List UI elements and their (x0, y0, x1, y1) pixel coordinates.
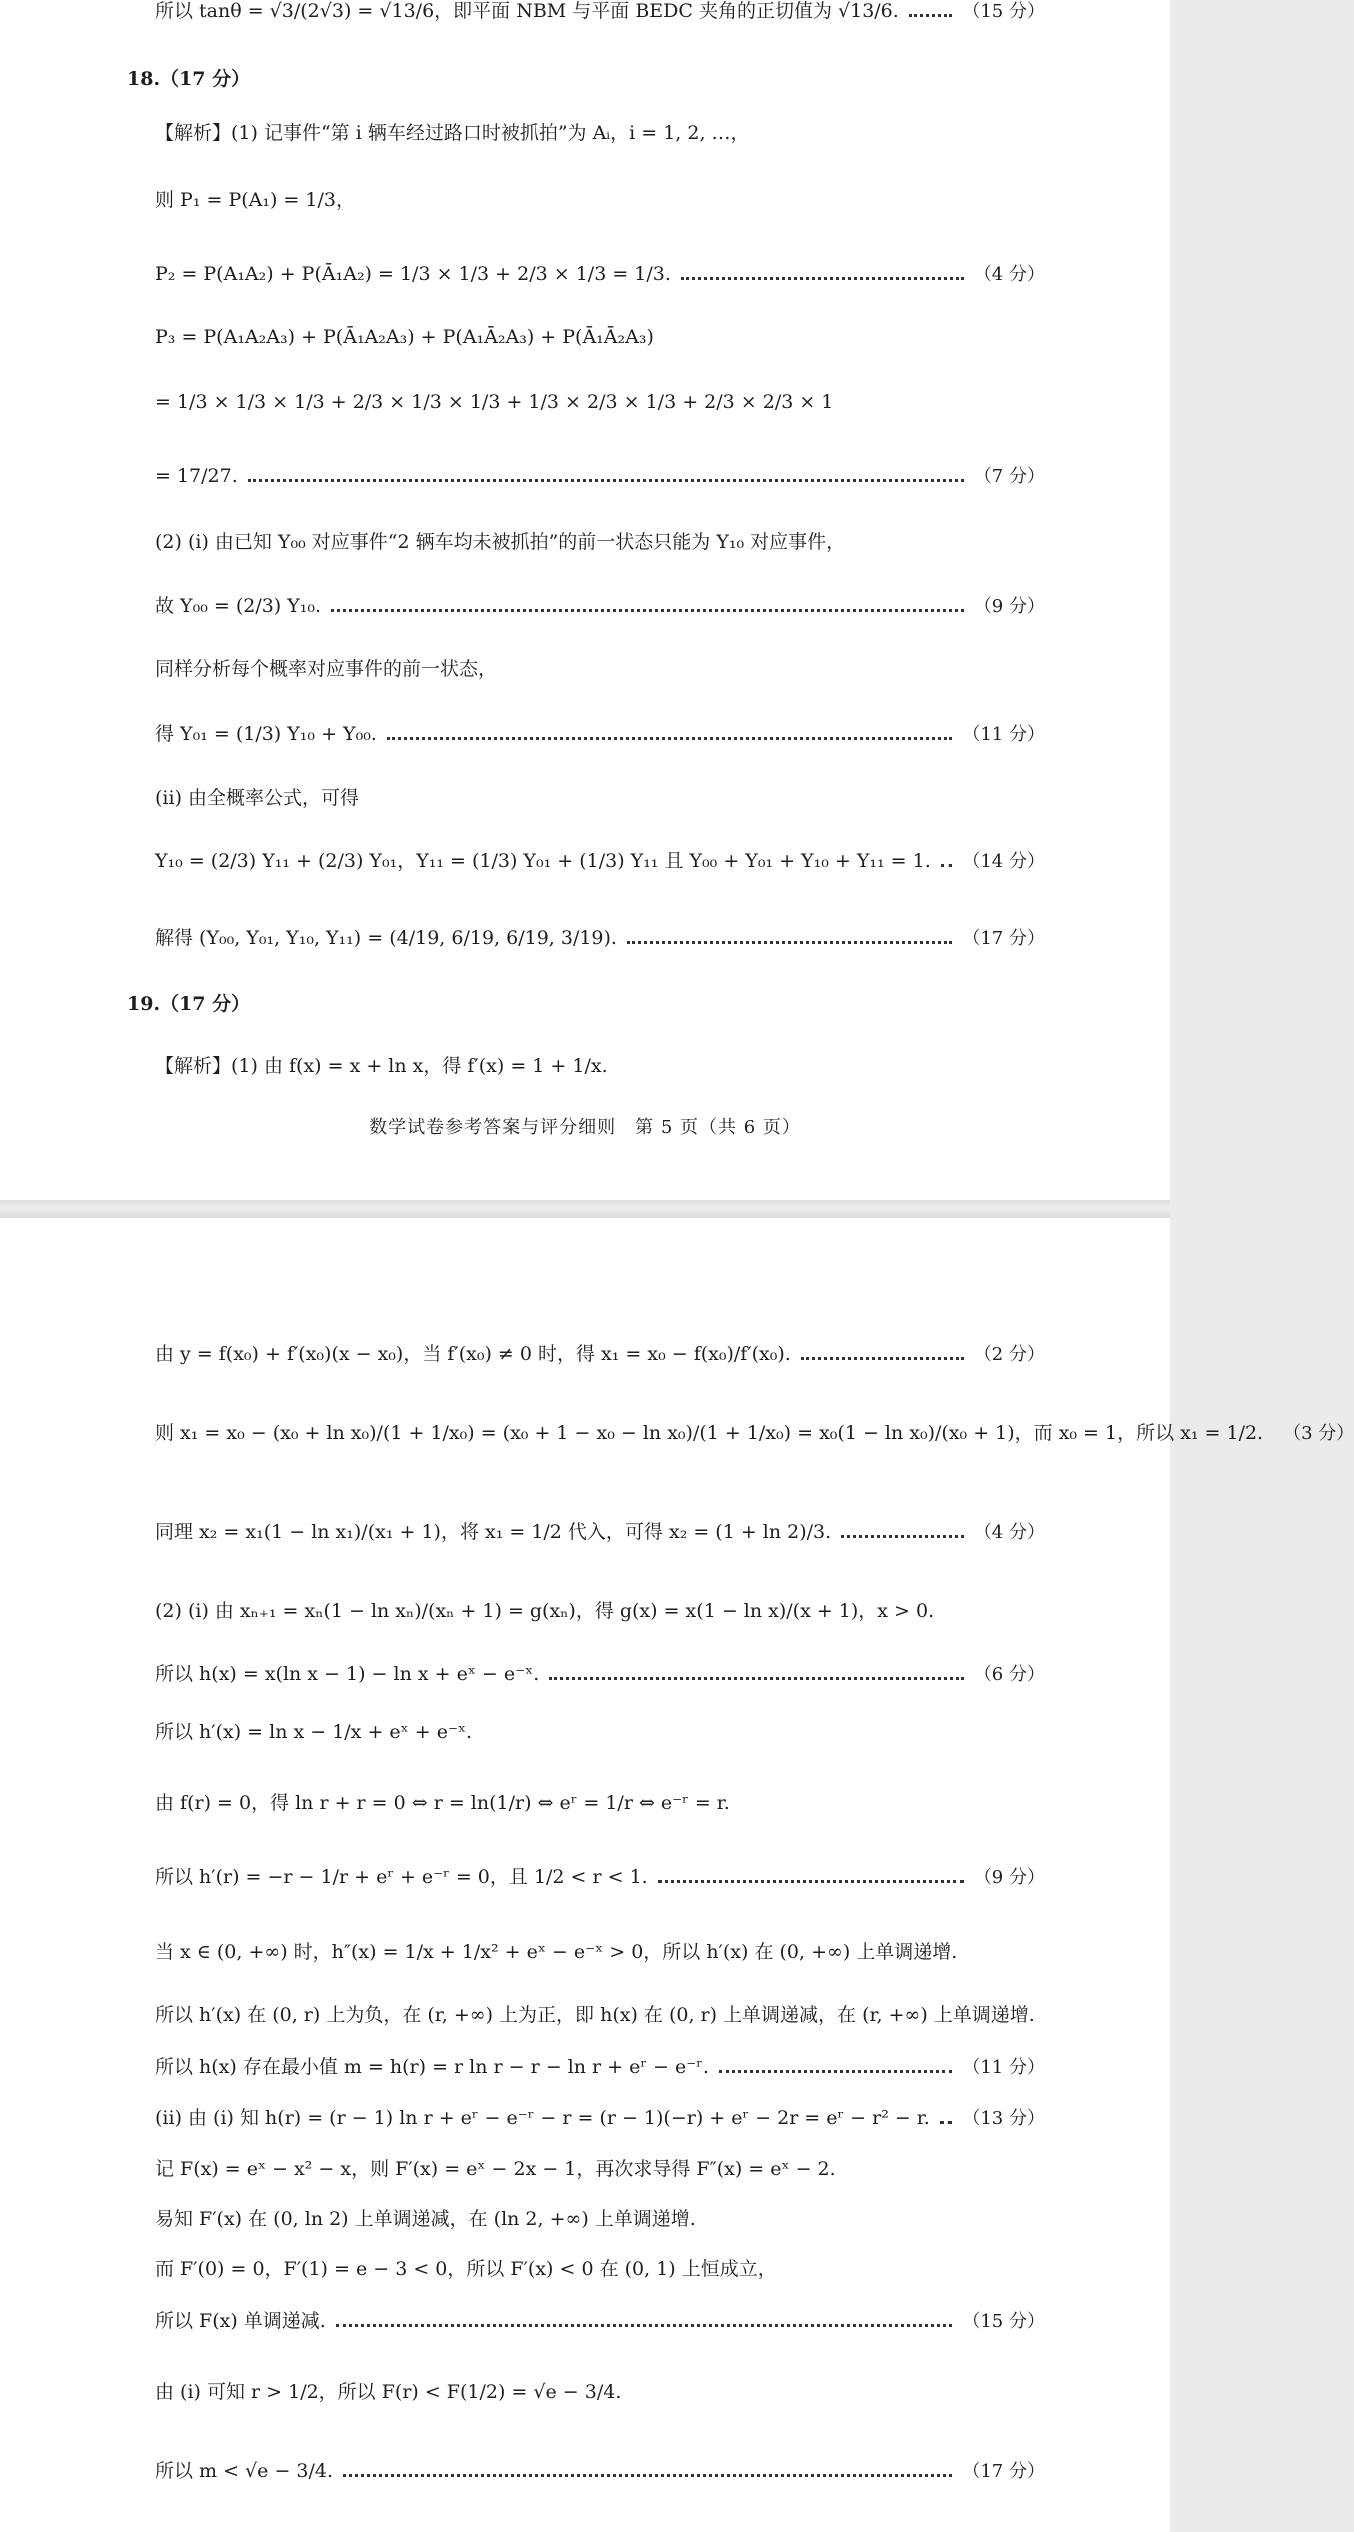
solution-line: 由 y = f(x₀) + f′(x₀)(x − x₀)，当 f′(x₀) ≠ 0 时，得 x₁ = x₀ − f(x₀)/f′(x₀). （2 分） (155, 1343, 1045, 1365)
dot-leader (331, 609, 964, 612)
solution-line: = 1/3 × 1/3 × 1/3 + 2/3 × 1/3 × 1/3 + 1/3 × 2/3 × 1/3 + 2/3 × 2/3 × 1 (155, 391, 834, 413)
solution-line: 【解析】(1) 记事件“第 i 辆车经过路口时被抓拍”为 Aᵢ，i = 1, 2, …， (155, 122, 750, 144)
dot-leader (940, 2121, 953, 2124)
dot-leader (336, 2324, 953, 2327)
page-gap (0, 1200, 1170, 1218)
dot-leader (841, 1535, 964, 1538)
solution-line: 易知 F′(x) 在 (0, ln 2) 上单调递减，在 (ln 2, +∞) 上单调递增. (155, 2208, 696, 2230)
dot-leader (549, 1677, 964, 1680)
solution-line: 记 F(x) = eˣ − x² − x，则 F′(x) = eˣ − 2x − 1，再次求导得 F″(x) = eˣ − 2. (155, 2158, 836, 2180)
solution-line: = 17/27. （7 分） (155, 465, 1045, 487)
dot-leader (719, 2070, 952, 2073)
solution-line: 则 x₁ = x₀ − (x₀ + ln x₀)/(1 + 1/x₀) = (x₀ + 1 − x₀ − ln x₀)/(1 + 1/x₀) = x₀(1 − ln x₀)/(x₀ + 1)，而 x₀ = 1，所以 x₁ = 1/2. （3 分） (155, 1422, 1354, 1444)
dot-leader (941, 864, 953, 867)
solution-line: P₂ = P(A₁A₂) + P(Ā₁A₂) = 1/3 × 1/3 + 2/3 × 1/3 = 1/3. （4 分） (155, 263, 1045, 285)
solution-line: 所以 F(x) 单调递减. （15 分） (155, 2310, 1045, 2332)
solution-line: 所以 tanθ = √3/(2√3) = √13/6，即平面 NBM 与平面 BEDC 夹角的正切值为 √13/6. （15 分） (155, 0, 1045, 22)
solution-line: 解得 (Y₀₀, Y₀₁, Y₁₀, Y₁₁) = (4/19, 6/19, 6/19, 3/19). （17 分） (155, 927, 1045, 949)
question-heading: 18.（17 分） (127, 68, 251, 90)
solution-line: 当 x ∈ (0, +∞) 时，h″(x) = 1/x + 1/x² + eˣ − e⁻ˣ > 0，所以 h′(x) 在 (0, +∞) 上单调递增. (155, 1941, 958, 1963)
question-heading: 19.（17 分） (127, 993, 251, 1015)
answer-page-6 (0, 1218, 1354, 2532)
dot-leader (658, 1880, 964, 1883)
solution-line: 所以 h′(r) = −r − 1/r + eʳ + e⁻ʳ = 0，且 1/2 < r < 1. （9 分） (155, 1866, 1045, 1888)
solution-line: (ii) 由全概率公式，可得 (155, 787, 360, 809)
solution-line: 得 Y₀₁ = (1/3) Y₁₀ + Y₀₀. （11 分） (155, 723, 1045, 745)
solution-line: 所以 h′(x) = ln x − 1/x + eˣ + e⁻ˣ. (155, 1721, 473, 1743)
dot-leader (909, 14, 953, 17)
solution-line: P₃ = P(A₁A₂A₃) + P(Ā₁A₂A₃) + P(A₁Ā₂A₃) + P(Ā₁Ā₂A₃) (155, 326, 654, 348)
solution-line: 所以 m < √e − 3/4. （17 分） (155, 2460, 1045, 2482)
solution-line: (2) (i) 由 xₙ₊₁ = xₙ(1 − ln xₙ)/(xₙ + 1) = g(xₙ)，得 g(x) = x(1 − ln x)/(x + 1)，x > 0. (155, 1600, 935, 1622)
dot-leader (801, 1357, 964, 1360)
solution-line: 由 (i) 可知 r > 1/2，所以 F(r) < F(1/2) = √e − 3/4. (155, 2381, 622, 2403)
solution-line: 所以 h(x) = x(ln x − 1) − ln x + eˣ − e⁻ˣ. （6 分） (155, 1663, 1045, 1685)
dot-leader (387, 737, 953, 740)
dot-leader (681, 277, 964, 280)
solution-line: 【解析】(1) 由 f(x) = x + ln x，得 f′(x) = 1 + 1/x. (155, 1055, 608, 1077)
solution-line: (ii) 由 (i) 知 h(r) = (r − 1) ln r + eʳ − e⁻ʳ − r = (r − 1)(−r) + eʳ − 2r = eʳ − r² − r. （13 分） (155, 2107, 1045, 2129)
solution-line: 故 Y₀₀ = (2/3) Y₁₀. （9 分） (155, 595, 1045, 617)
solution-line: 则 P₁ = P(A₁) = 1/3， (155, 189, 355, 211)
dot-leader (627, 941, 952, 944)
answer-page-5 (0, 0, 1170, 1200)
dot-leader (343, 2474, 952, 2477)
solution-line: 所以 h′(x) 在 (0, r) 上为负，在 (r, +∞) 上为正，即 h(x) 在 (0, r) 上单调递减，在 (r, +∞) 上单调递增. (155, 2004, 1035, 2026)
solution-line: 所以 h(x) 存在最小值 m = h(r) = r ln r − r − ln r + eʳ − e⁻ʳ. （11 分） (155, 2056, 1045, 2078)
solution-line: 同理 x₂ = x₁(1 − ln x₁)/(x₁ + 1)，将 x₁ = 1/2 代入，可得 x₂ = (1 + ln 2)/3. （4 分） (155, 1521, 1045, 1543)
solution-line: (2) (i) 由已知 Y₀₀ 对应事件“2 辆车均未被抓拍”的前一状态只能为 Y₁₀ 对应事件， (155, 531, 846, 553)
solution-line: Y₁₀ = (2/3) Y₁₁ + (2/3) Y₀₁，Y₁₁ = (1/3) Y₀₁ + (1/3) Y₁₁ 且 Y₀₀ + Y₀₁ + Y₁₀ + Y₁₁ = 1. （14 分） (155, 850, 1045, 872)
solution-line: 同样分析每个概率对应事件的前一状态， (155, 658, 498, 680)
page-footer: 数学试卷参考答案与评分细则 第 5 页（共 6 页） (369, 1117, 801, 1138)
solution-line: 由 f(r) = 0，得 ln r + r = 0 ⇔ r = ln(1/r) ⇔ eʳ = 1/r ⇔ e⁻ʳ = r. (155, 1792, 730, 1814)
solution-line: 而 F′(0) = 0，F′(1) = e − 3 < 0，所以 F′(x) < 0 在 (0, 1) 上恒成立， (155, 2258, 777, 2280)
dot-leader (248, 479, 964, 482)
